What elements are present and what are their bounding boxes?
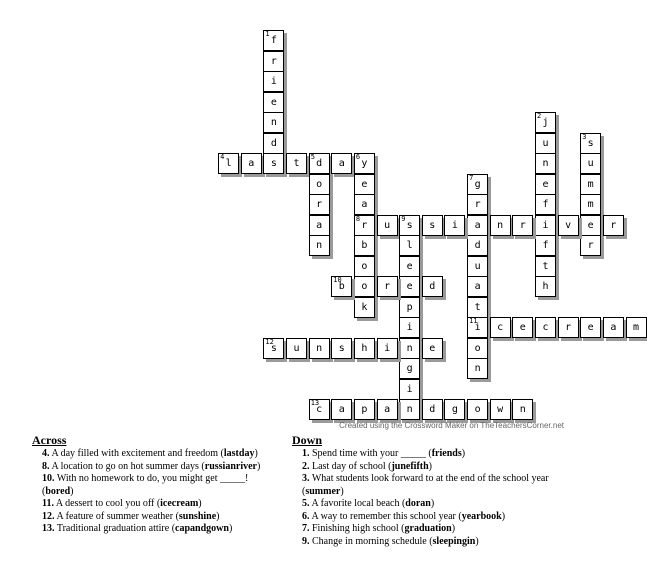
- grid-cell[interactable]: [263, 153, 284, 174]
- grid-cell[interactable]: [580, 133, 601, 154]
- cell-letter: i: [270, 76, 277, 87]
- grid-cell[interactable]: [309, 194, 330, 215]
- grid-cell[interactable]: [309, 235, 330, 256]
- grid-cell[interactable]: [535, 194, 556, 215]
- clue-text: A way to remember this school year (: [309, 510, 462, 522]
- clue-answer: doran: [405, 498, 431, 509]
- cell-letter: s: [270, 342, 277, 354]
- grid-cell[interactable]: [512, 399, 533, 420]
- grid-cell[interactable]: [580, 215, 601, 236]
- cell-letter: k: [361, 301, 368, 313]
- cell-letter: e: [587, 219, 594, 231]
- grid-cell[interactable]: [399, 399, 420, 420]
- cell-letter: t: [293, 158, 300, 169]
- grid-cell[interactable]: [218, 153, 239, 174]
- clue-answer: summer: [305, 485, 341, 497]
- cell-letter: s: [429, 219, 436, 231]
- down-clue-2: 2. Last day of school (junefifth): [302, 460, 433, 472]
- cell-letter: i: [451, 219, 458, 231]
- grid-cell[interactable]: [467, 194, 488, 215]
- cell-letter: i: [406, 322, 413, 333]
- grid-cell[interactable]: [354, 235, 375, 256]
- cell-letter: f: [542, 199, 549, 210]
- clue-answer: russianriver: [204, 460, 257, 472]
- clue-text: Change in morning schedule (: [309, 535, 433, 547]
- grid-cell[interactable]: [331, 399, 352, 420]
- grid-cell[interactable]: [558, 215, 579, 236]
- down-list: [292, 448, 562, 548]
- grid-cell[interactable]: [354, 399, 375, 420]
- cell-letter: n: [542, 158, 549, 169]
- clue-text: A dessert to cool you off (: [53, 498, 161, 509]
- grid-cell[interactable]: [263, 71, 284, 92]
- clue-text: Last day of school (: [309, 460, 392, 472]
- cell-letter: l: [406, 240, 413, 251]
- grid-cell[interactable]: [467, 174, 488, 195]
- grid-cell[interactable]: [580, 174, 601, 195]
- grid-cell[interactable]: [535, 153, 556, 174]
- grid-cell[interactable]: [444, 215, 465, 236]
- cell-letter: e: [429, 342, 436, 354]
- cell-letter: i: [406, 383, 413, 395]
- grid-cell[interactable]: [331, 276, 352, 297]
- clue-number: 5: [310, 153, 315, 161]
- cell-letter: v: [565, 219, 572, 231]
- cell-letter: o: [361, 281, 368, 292]
- grid-cell[interactable]: [580, 194, 601, 215]
- cell-letter: r: [316, 199, 323, 210]
- clue-number: 10: [333, 276, 342, 284]
- cell-letter: u: [293, 342, 300, 354]
- down-clue-6: 6. A way to remember this school year (yearbook): [302, 510, 506, 522]
- grid-cell[interactable]: [603, 317, 624, 338]
- grid-cell[interactable]: [377, 215, 398, 236]
- across-clue-12: 12. A feature of summer weather (sunshine): [42, 510, 220, 522]
- down-clue-9: 9. Change in morning schedule (sleepingin): [302, 535, 479, 547]
- cell-letter: r: [587, 240, 594, 251]
- cell-letter: r: [610, 219, 617, 231]
- grid-cell[interactable]: [354, 297, 375, 318]
- cell-letter: n: [270, 117, 277, 128]
- clue-num: 4.: [42, 448, 50, 459]
- clue-answer: sleepingin: [432, 535, 476, 547]
- cell-letter: d: [429, 404, 436, 415]
- cell-letter: j: [542, 117, 549, 128]
- cell-letter: p: [361, 404, 368, 415]
- cell-letter: e: [406, 260, 413, 272]
- grid-cell[interactable]: [354, 215, 375, 236]
- clue-number: 13: [310, 399, 320, 407]
- cell-letter: b: [338, 281, 345, 292]
- grid-cell[interactable]: [490, 215, 511, 236]
- clue-answer: sunshine: [178, 510, 217, 522]
- clue-number: 4: [220, 153, 225, 161]
- cell-letter: p: [406, 301, 413, 313]
- grid-cell[interactable]: [580, 317, 601, 338]
- clue-answer: capandgown: [175, 523, 229, 534]
- clue-number: 2: [537, 112, 542, 120]
- clue-answer: friends: [431, 448, 462, 459]
- cell-letter: e: [406, 281, 413, 292]
- clue-num: 12.: [42, 510, 55, 522]
- cell-letter: o: [316, 178, 323, 190]
- cell-letter: n: [406, 342, 413, 354]
- cell-letter: u: [384, 219, 391, 231]
- clue-num: 5.: [302, 498, 310, 509]
- cell-letter: n: [406, 404, 413, 415]
- cell-letter: r: [519, 219, 526, 231]
- across-clue-13: 13. Traditional graduation attire (capandgown): [42, 523, 233, 534]
- down-heading: Down: [292, 433, 323, 447]
- cell-letter: e: [587, 322, 594, 333]
- grid-cell[interactable]: [467, 235, 488, 256]
- grid-cell[interactable]: [399, 297, 420, 318]
- down-clues: [292, 433, 562, 548]
- grid-cell[interactable]: [263, 92, 284, 113]
- cell-letter: o: [474, 342, 481, 354]
- clue-num: 7.: [302, 523, 310, 534]
- cell-letter: l: [225, 158, 232, 169]
- grid-cell[interactable]: [399, 256, 420, 277]
- cell-letter: a: [316, 219, 323, 231]
- cell-letter: d: [429, 281, 436, 292]
- credit-line: Created using the Crossword Maker on TheTeachersCorner.net: [339, 421, 564, 430]
- cell-letter: f: [542, 240, 549, 251]
- cell-letter: r: [270, 55, 277, 67]
- clue-num: 10.: [42, 473, 55, 484]
- grid-cell[interactable]: [263, 133, 284, 154]
- grid-cell[interactable]: [467, 215, 488, 236]
- cell-letter: e: [519, 322, 526, 333]
- clue-answer: yearbook: [461, 510, 502, 522]
- clue-number: 7: [469, 173, 474, 182]
- grid-cell[interactable]: [603, 215, 624, 236]
- grid-cell[interactable]: [422, 276, 443, 297]
- grid-cell[interactable]: [422, 338, 443, 359]
- grid-cell[interactable]: [467, 358, 488, 379]
- grid-cell[interactable]: [467, 317, 488, 338]
- clue-text: A favorite local beach (: [309, 498, 406, 509]
- cell-letter: n: [316, 342, 323, 354]
- grid-cell[interactable]: [580, 153, 601, 174]
- down-clue-7: 7. Finishing high school (graduation): [302, 523, 456, 534]
- cell-letter: c: [316, 404, 323, 415]
- grid-cell[interactable]: [309, 338, 330, 359]
- cell-letter: s: [406, 219, 413, 231]
- grid-cell[interactable]: [512, 317, 533, 338]
- clue-num: 13.: [42, 523, 55, 534]
- cell-letter: f: [270, 35, 277, 46]
- grid-cell[interactable]: [309, 215, 330, 236]
- cell-letter: t: [542, 260, 549, 272]
- cell-letter: s: [338, 342, 345, 354]
- grid-cell[interactable]: [490, 317, 511, 338]
- cell-letter: a: [610, 322, 617, 333]
- cell-letter: u: [542, 137, 549, 149]
- grid-cell[interactable]: [399, 317, 420, 338]
- cell-letter: c: [542, 322, 549, 333]
- cell-letter: h: [361, 342, 368, 354]
- cell-letter: a: [384, 404, 391, 415]
- cell-letter: d: [270, 137, 277, 149]
- cell-letter: e: [361, 178, 368, 190]
- grid-cell[interactable]: [535, 317, 556, 338]
- grid-cell[interactable]: [331, 153, 352, 174]
- clue-text: Traditional graduation attire (: [54, 523, 176, 534]
- grid-cell[interactable]: [309, 174, 330, 195]
- cell-letter: r: [384, 281, 391, 292]
- clue-answer: icecream: [160, 498, 199, 509]
- clue-num: 6.: [302, 510, 310, 522]
- grid-cell[interactable]: [399, 358, 420, 379]
- grid-cell[interactable]: [331, 338, 352, 359]
- grid-cell[interactable]: [490, 399, 511, 420]
- down-clue-5: 5. A favorite local beach (doran): [302, 498, 435, 509]
- clue-number: 12: [265, 337, 274, 346]
- clue-num: 2.: [302, 460, 310, 472]
- cell-letter: s: [587, 137, 594, 149]
- cell-letter: r: [565, 322, 572, 333]
- grid-cell[interactable]: [354, 153, 375, 174]
- grid-cell[interactable]: [241, 153, 262, 174]
- grid-cell[interactable]: [263, 338, 284, 359]
- grid-cell[interactable]: [354, 256, 375, 277]
- cell-letter: y: [361, 158, 368, 169]
- cell-letter: u: [587, 158, 594, 169]
- cell-letter: t: [474, 301, 481, 313]
- cell-letter: c: [497, 322, 504, 333]
- grid-cell[interactable]: [467, 399, 488, 420]
- grid-cell[interactable]: [263, 112, 284, 133]
- cell-letter: r: [361, 219, 368, 231]
- clue-text: A feature of summer weather (: [54, 510, 179, 522]
- cell-letter: n: [474, 363, 481, 374]
- grid-cell[interactable]: [377, 338, 398, 359]
- grid-cell[interactable]: [467, 338, 488, 359]
- clue-text: Finishing high school (: [309, 523, 405, 534]
- cell-letter: i: [542, 219, 549, 231]
- grid-cell[interactable]: [354, 338, 375, 359]
- clue-answer: junefifth: [391, 460, 429, 472]
- cell-letter: n: [316, 240, 323, 251]
- cell-letter: a: [474, 281, 481, 292]
- clue-number: 8: [355, 214, 361, 223]
- cell-letter: g: [474, 178, 481, 190]
- grid-cell[interactable]: [399, 235, 420, 256]
- across-clue-11: 11. A dessert to cool you off (icecream): [42, 498, 202, 509]
- across-clue-4: 4. A day filled with excitement and freedom (lastday): [42, 448, 258, 459]
- grid-cell[interactable]: [444, 399, 465, 420]
- cell-letter: w: [497, 404, 504, 415]
- grid-cell[interactable]: [399, 338, 420, 359]
- grid-cell[interactable]: [626, 317, 647, 338]
- clue-answer: graduation: [404, 523, 452, 534]
- grid-cell[interactable]: [535, 174, 556, 195]
- grid-cell[interactable]: [422, 399, 443, 420]
- grid-cell[interactable]: [535, 276, 556, 297]
- grid-cell[interactable]: [535, 133, 556, 154]
- cell-letter: e: [270, 96, 277, 108]
- grid-cell[interactable]: [467, 297, 488, 318]
- cell-letter: g: [451, 404, 458, 415]
- grid-cell[interactable]: [286, 153, 307, 174]
- cell-letter: i: [474, 322, 481, 333]
- grid-cell[interactable]: [354, 276, 375, 297]
- grid-cell[interactable]: [467, 276, 488, 297]
- clue-answer: lastday: [223, 448, 255, 459]
- grid-cell[interactable]: [535, 215, 556, 236]
- grid-cell[interactable]: [580, 235, 601, 256]
- clue-text: A location to go on hot summer days (: [49, 460, 205, 472]
- cell-letter: e: [542, 178, 549, 190]
- cell-letter: o: [474, 404, 481, 415]
- grid-cell[interactable]: [263, 51, 284, 72]
- grid-cell[interactable]: [399, 379, 420, 400]
- cell-letter: d: [474, 240, 481, 251]
- cell-letter: h: [542, 281, 549, 292]
- cell-letter: m: [587, 178, 594, 190]
- cell-letter: a: [338, 404, 345, 415]
- cell-letter: a: [338, 158, 345, 169]
- clue-num: 3.: [302, 473, 310, 484]
- grid-cell[interactable]: [512, 215, 533, 236]
- across-clue-8: 8. A location to go on hot summer days (russianriver): [42, 460, 261, 472]
- cell-letter: s: [270, 158, 277, 169]
- across-clues: [32, 433, 282, 536]
- clue-text: With no homework to do, you might get _____! (: [42, 473, 249, 497]
- cell-letter: n: [497, 219, 504, 231]
- grid-cell[interactable]: [422, 215, 443, 236]
- clue-num: 8.: [42, 460, 50, 472]
- grid-cell[interactable]: [535, 256, 556, 277]
- cell-letter: b: [361, 240, 368, 251]
- cell-letter: u: [474, 260, 481, 272]
- across-list: [32, 448, 282, 536]
- grid-cell[interactable]: [535, 112, 556, 133]
- grid-cell[interactable]: [467, 256, 488, 277]
- clue-num: 1.: [302, 448, 310, 459]
- grid-cell[interactable]: [286, 338, 307, 359]
- grid-cell[interactable]: [309, 153, 330, 174]
- clue-number: 6: [355, 153, 361, 161]
- cell-letter: a: [474, 219, 481, 231]
- clue-number: 3: [582, 132, 587, 141]
- cell-letter: i: [384, 342, 391, 354]
- cell-letter: a: [248, 158, 255, 169]
- across-clue-10: 10. With no homework to do, you might get _____! (bored): [42, 473, 249, 497]
- clue-number: 11: [469, 317, 478, 325]
- grid-cell[interactable]: [263, 30, 284, 51]
- clue-number: 9: [401, 214, 406, 223]
- cell-letter: g: [406, 363, 413, 374]
- cell-letter: m: [632, 322, 640, 333]
- cell-letter: a: [361, 199, 368, 210]
- clue-answer: bored: [45, 485, 71, 497]
- grid-cell[interactable]: [354, 194, 375, 215]
- grid-cell[interactable]: [399, 215, 420, 236]
- clue-text: A day filled with excitement and freedom (: [49, 448, 224, 459]
- down-clue-1: 1. Spend time with your _____ (friends): [302, 448, 466, 459]
- grid-cell[interactable]: [558, 317, 579, 338]
- cell-letter: r: [474, 199, 481, 210]
- cell-letter: n: [519, 404, 526, 415]
- clue-text: What students look forward to at the end of the school year (: [302, 473, 549, 497]
- clue-num: 9.: [302, 535, 310, 547]
- grid-cell[interactable]: [309, 399, 330, 420]
- clue-number: 1: [265, 30, 270, 38]
- down-clue-3: 3. What students look forward to at the end of the school year (summer): [302, 473, 549, 497]
- clue-num: 11.: [42, 498, 54, 509]
- across-heading: Across: [32, 433, 67, 447]
- grid-cell[interactable]: [377, 399, 398, 420]
- cell-letter: o: [361, 260, 368, 272]
- grid-cell[interactable]: [399, 276, 420, 297]
- grid-cell[interactable]: [354, 174, 375, 195]
- cell-letter: m: [587, 199, 594, 210]
- cell-letter: d: [316, 158, 323, 169]
- grid-cell[interactable]: [535, 235, 556, 256]
- clue-text: Spend time with your _____ (: [309, 448, 432, 459]
- grid-cell[interactable]: [377, 276, 398, 297]
